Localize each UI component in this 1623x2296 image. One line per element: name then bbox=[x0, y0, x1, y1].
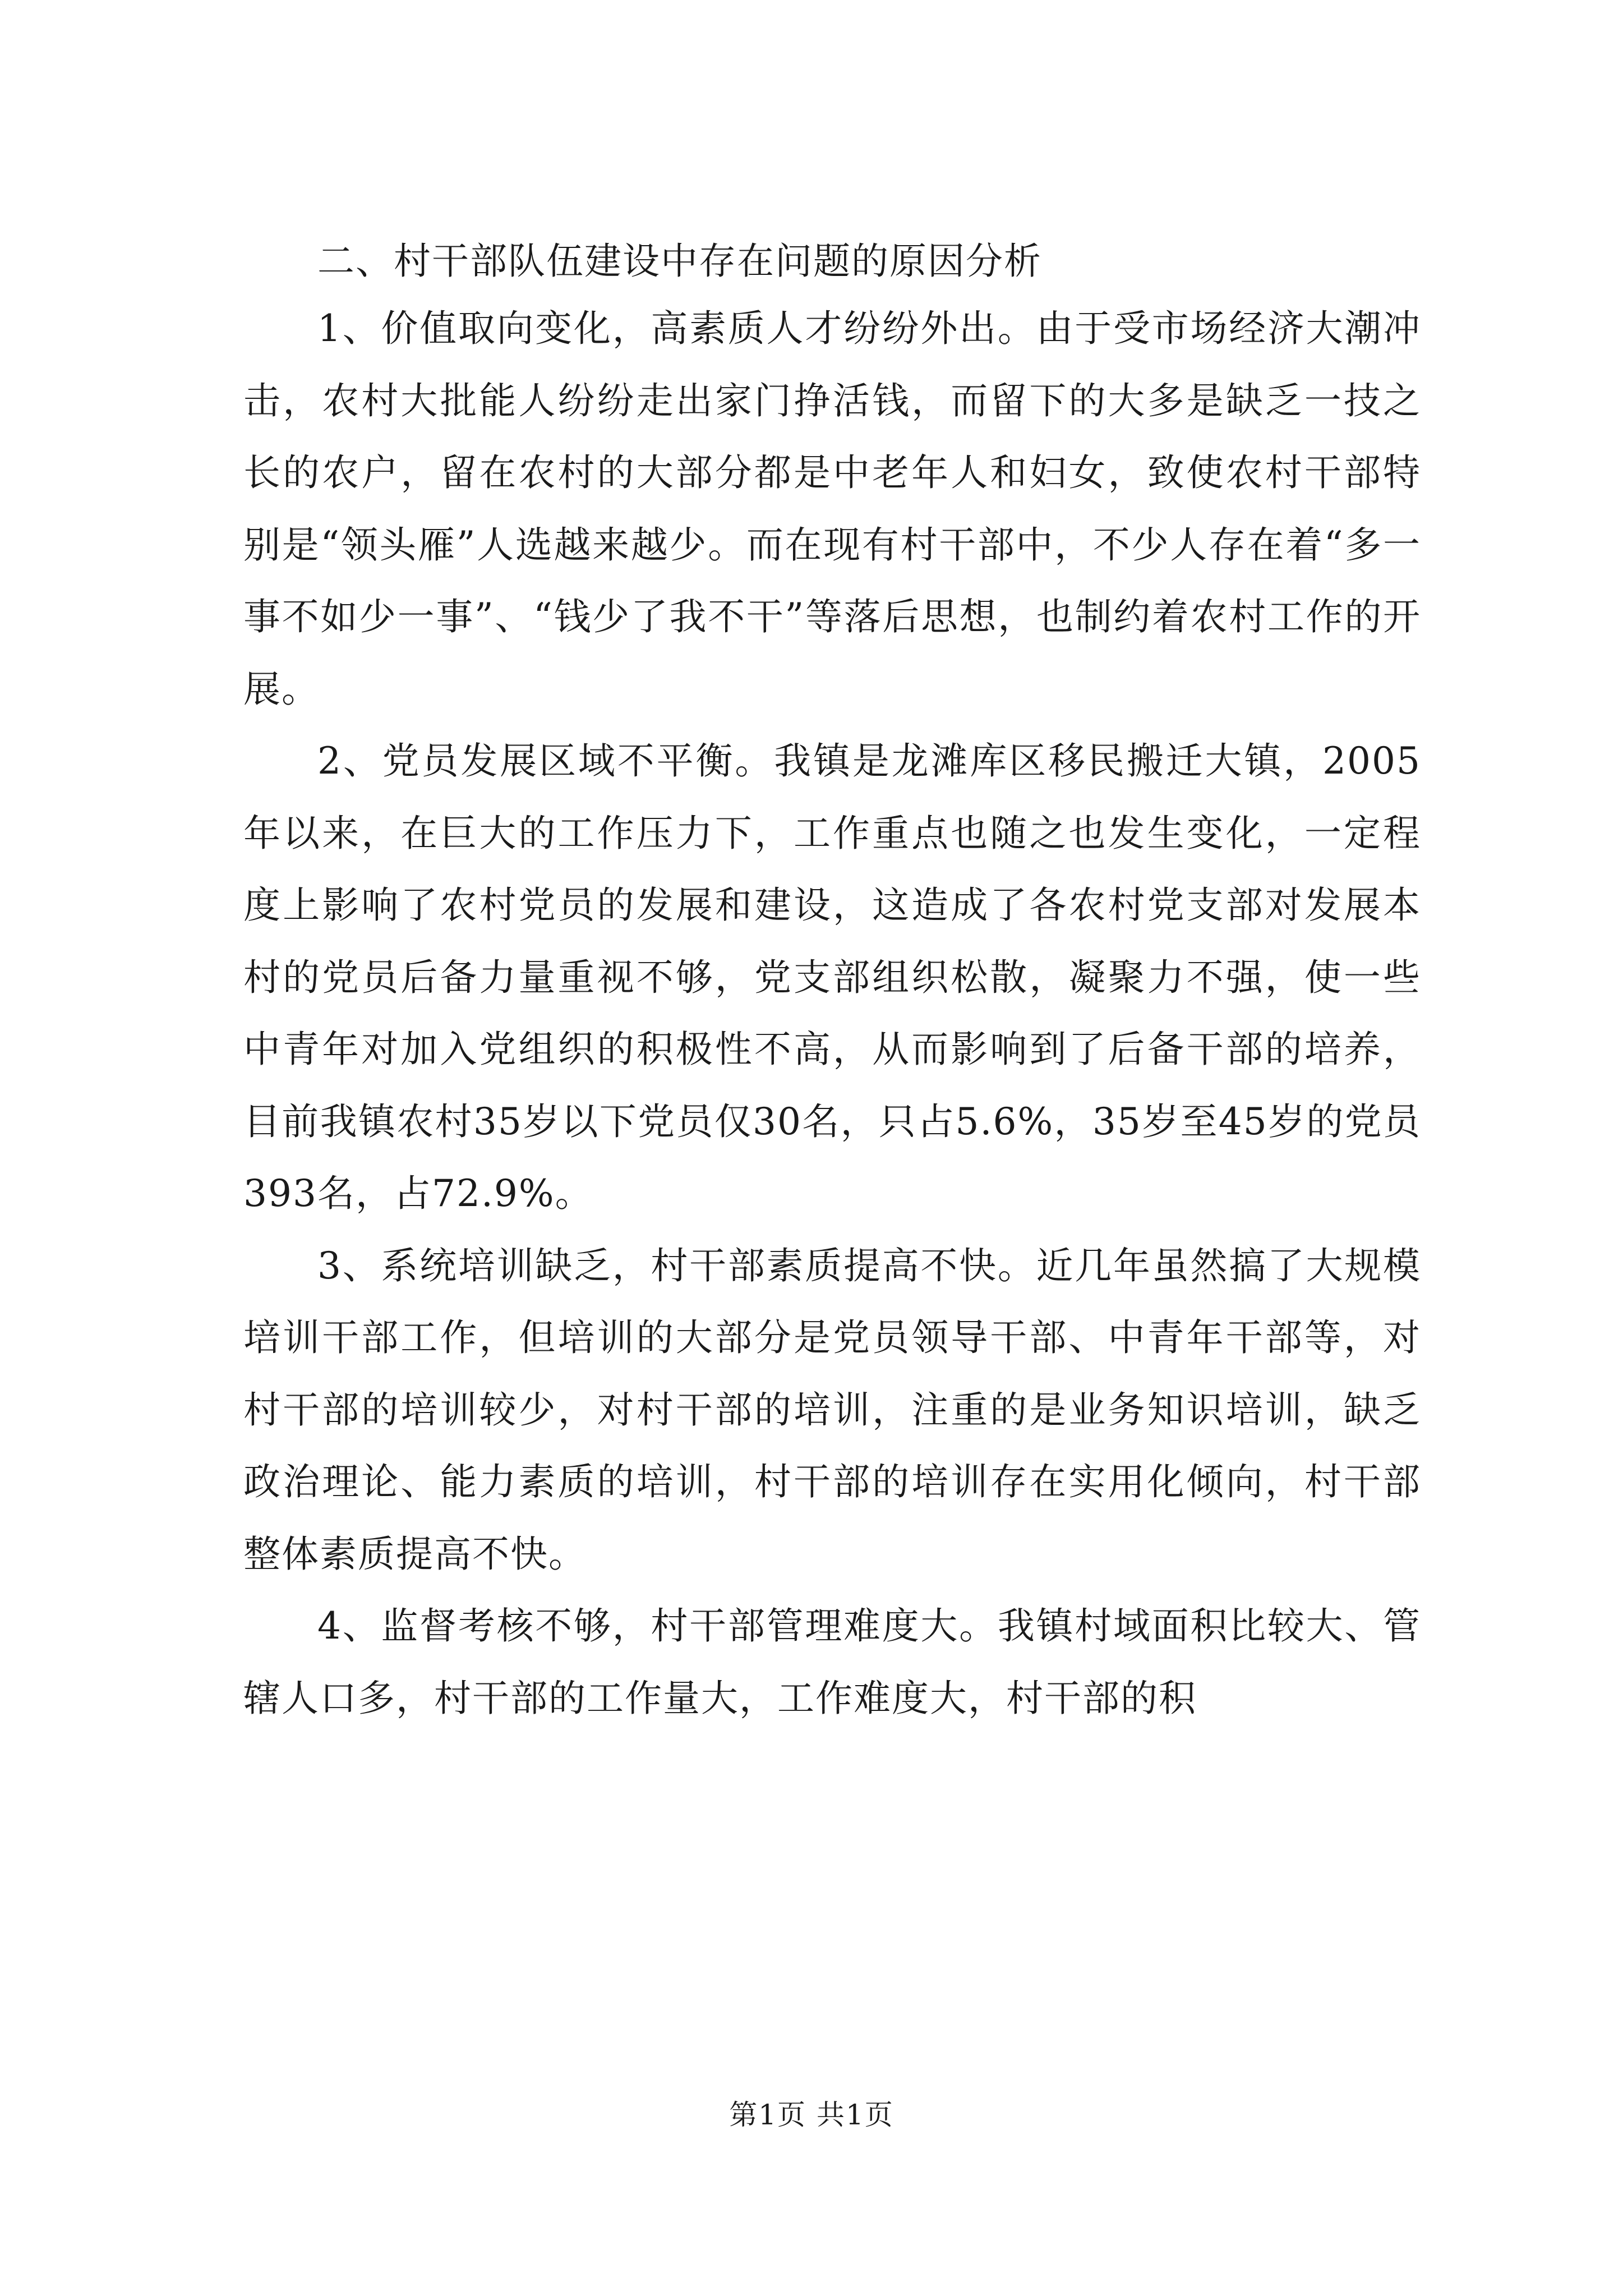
paragraph-2: 2、党员发展区域不平衡。我镇是龙滩库区移民搬迁大镇，2005年以来，在巨大的工作压力下，工作重点也随之也发生变化，一定程度上影响了农村党员的发展和建设，这造成了各农村党支部对发展本村的党员后备力量重视不够，党支部组织松散，凝聚力不强，使一些中青年对加入党组织的积极性不高，从而影响到了后备干部的培养，目前我镇农村35岁以下党员仅30名，只占5.6%，35岁至45岁的党员393名，占72.9%。 bbox=[243, 739, 1421, 1215]
section-heading: 二、村干部队伍建设中存在问题的原因分析 bbox=[317, 240, 1042, 283]
paragraph-4: 4、监督考核不够，村干部管理难度大。我镇村域面积比较大、管辖人口多，村干部的工作量大，工作难度大，村干部的积 bbox=[243, 1604, 1421, 1720]
page-footer: 第1页 共1页 bbox=[729, 2099, 894, 2131]
paragraph-3: 3、系统培训缺乏，村干部素质提高不快。近几年虽然搞了大规模培训干部工作，但培训的大部分是党员领导干部、中青年干部等，对村干部的培训较少，对村干部的培训，注重的是业务知识培训，缺乏政治理论、能力素质的培训，村干部的培训存在实用化倾向，村干部整体素质提高不快。 bbox=[243, 1244, 1421, 1576]
document-body bbox=[243, 230, 1421, 1734]
paragraph-1: 1、价值取向变化，高素质人才纷纷外出。由于受市场经济大潮冲击，农村大批能人纷纷走出家门挣活钱，而留下的大多是缺乏一技之长的农户，留在农村的大部分都是中老年人和妇女，致使农村干部特别是“领头雁”人选越来越少。而在现有村干部中，不少人存在着“多一事不如少一事”、“钱少了我不干”等落后思想，也制约着农村工作的开展。 bbox=[243, 307, 1421, 711]
